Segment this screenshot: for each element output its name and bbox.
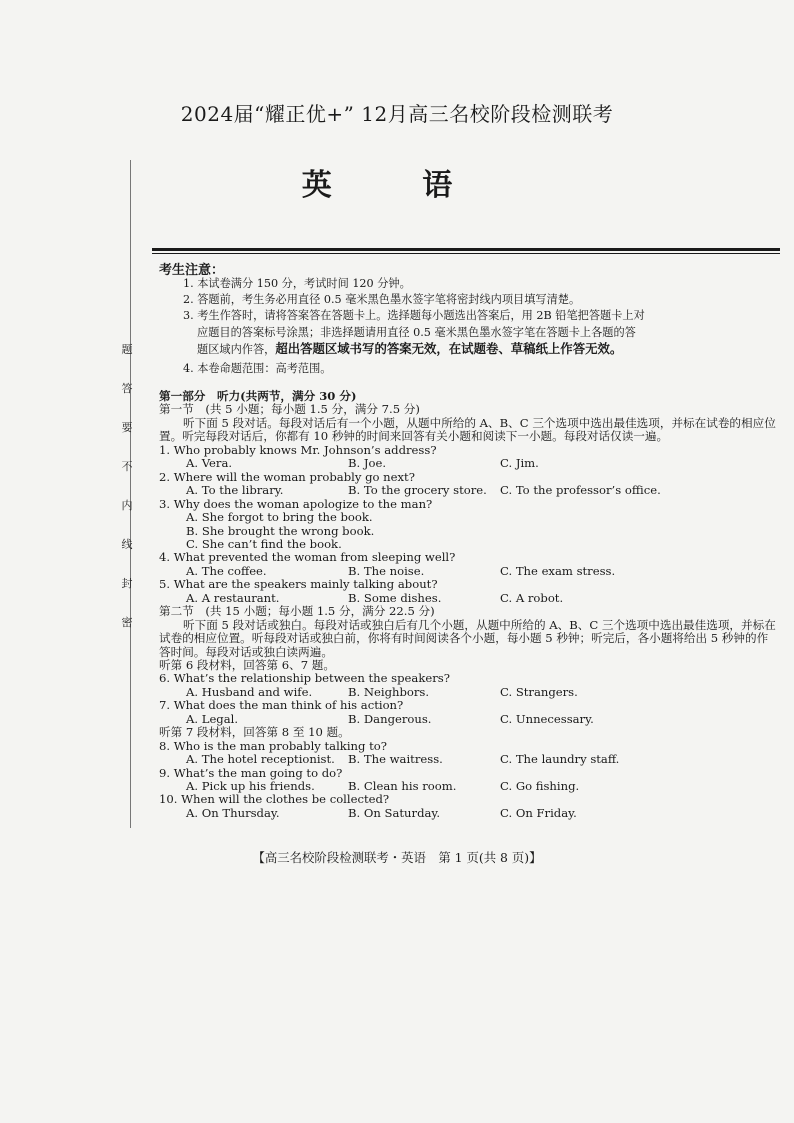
page-footer: 【高三名校阶段检测联考・英语 第 1 页(共 8 页)】 — [252, 850, 542, 865]
option: C. The laundry staff. — [500, 752, 620, 767]
exam-title: 2024届“耀正优+” 12月高三名校阶段检测联考 — [180, 102, 614, 126]
notice-item: 3. 考生作答时，请将答案答在答题卡上。选择题每小题选出答案后，用 2B 铅笔把答题卡上对 — [183, 309, 645, 323]
option: A. To the library. — [186, 483, 284, 498]
notice-item: 应题目的答案标号涂黑；非选择题请用直径 0.5 毫米黑色墨水签字笔在答题卡上各题的答 — [197, 325, 636, 339]
question-stem: 8. Who is the man probably talking to? — [159, 738, 387, 753]
option: C. To the professor’s office. — [500, 483, 661, 498]
question-options — [159, 457, 779, 470]
margin-char: 封 — [121, 577, 133, 590]
listening-part — [159, 390, 779, 820]
question-options — [159, 592, 779, 605]
option: C. A robot. — [500, 590, 564, 605]
section-title: 第一节 (共 5 小题；每小题 1.5 分，满分 7.5 分) — [159, 402, 420, 417]
option: B. Neighbors. — [348, 684, 430, 699]
option: C. She can’t find the book. — [186, 536, 342, 551]
part-title: 第一部分 听力(共两节，满分 30 分) — [159, 389, 357, 403]
option: A. The hotel receptionist. — [186, 752, 335, 767]
notice-emphasis: 超出答题区域书写的答案无效，在试题卷、草稿纸上作答无效。 — [275, 340, 623, 356]
section-instructions: 听下面 5 段对话或独白。每段对话或独白后有几个小题，从题中所给的 A、B、C 三个选项中选出最佳选项，并标在试卷的相应位置。听每段对话或独白前，你将有时间阅读各个小题，每小题 5 秒钟；听完后，各小题将给出 5 秒钟的作答时间。每段对话或独白读两遍。 — [159, 617, 776, 659]
margin-char: 线 — [121, 538, 133, 551]
material-heading: 听第 6 段材料，回答第 6、7 题。 — [159, 658, 335, 672]
question-stem: 5. What are the speakers mainly talking about? — [159, 577, 438, 592]
option: A. A restaurant. — [186, 590, 280, 605]
option: B. Dangerous. — [348, 711, 432, 726]
margin-char: 要 — [121, 421, 133, 434]
margin-char: 内 — [121, 499, 133, 512]
question-options — [159, 780, 779, 793]
option: A. Pick up his friends. — [186, 779, 315, 794]
option: B. She brought the wrong book. — [186, 523, 375, 538]
option: B. Clean his room. — [348, 779, 457, 794]
notice-text: 题区域内作答， — [197, 342, 276, 356]
option: B. The waitress. — [348, 752, 443, 767]
notice-list — [183, 276, 675, 377]
question-stem: 2. Where will the woman probably go next? — [159, 469, 415, 484]
option: A. The coffee. — [186, 563, 267, 578]
margin-char: 不 — [121, 460, 133, 473]
option: A. She forgot to bring the book. — [186, 510, 373, 525]
margin-char: 密 — [121, 616, 133, 629]
option: C. Go fishing. — [500, 779, 580, 794]
margin-char: 答 — [121, 382, 133, 395]
option: C. Strangers. — [500, 684, 578, 699]
question-stem: 3. Why does the woman apologize to the man? — [159, 496, 433, 511]
option: A. Vera. — [186, 456, 233, 471]
binding-margin-text — [117, 330, 137, 642]
header-rule-thin — [152, 253, 780, 254]
option: B. To the grocery store. — [348, 483, 487, 498]
header-rule-thick — [152, 248, 780, 251]
section-title: 第二节 (共 15 小题；每小题 1.5 分，满分 22.5 分) — [159, 604, 435, 619]
question-options — [159, 686, 779, 699]
option: B. On Saturday. — [348, 805, 441, 820]
question-stem: 6. What’s the relationship between the speakers? — [159, 671, 450, 686]
option: C. The exam stress. — [500, 563, 616, 578]
question-stem: 1. Who probably knows Mr. Johnson’s address? — [159, 442, 437, 457]
margin-char: 题 — [121, 343, 133, 356]
option: B. Some dishes. — [348, 590, 442, 605]
question-stem: 7. What does the man think of his action? — [159, 698, 404, 713]
notice-item: 2. 答题前，考生务必用直径 0.5 毫米黑色墨水签字笔将密封线内项目填写清楚。 — [183, 293, 581, 307]
notice-item: 1. 本试卷满分 150 分，考试时间 120 分钟。 — [183, 277, 411, 290]
material-heading: 听第 7 段材料，回答第 8 至 10 题。 — [159, 725, 350, 740]
option: A. Legal. — [186, 711, 239, 726]
question-options — [159, 484, 779, 497]
question-options — [159, 713, 779, 726]
section-instructions: 听下面 5 段对话。每段对话后有一个小题，从题中所给的 A、B、C 三个选项中选出最佳选项，并标在试卷的相应位置。听完每段对话后，你都有 10 秒钟的时间来回答有关小题和阅读下一小题。每段对话仅读一遍。 — [159, 415, 776, 444]
option: A. Husband and wife. — [186, 684, 313, 699]
subject-title: 英 语 — [301, 168, 493, 203]
question-options — [159, 807, 779, 820]
option: B. The noise. — [348, 563, 425, 578]
option: B. Joe. — [348, 456, 387, 471]
question-stem: 9. What’s the man going to do? — [159, 765, 343, 780]
option: C. Jim. — [500, 456, 539, 471]
notice-item — [183, 341, 675, 358]
notice-item: 4. 本卷命题范围：高考范围。 — [183, 362, 332, 376]
question-stem: 10. When will the clothes be collected? — [159, 792, 390, 807]
question-options — [159, 753, 779, 766]
option: C. On Friday. — [500, 805, 577, 820]
option: C. Unnecessary. — [500, 711, 594, 726]
question-options — [159, 565, 779, 578]
notice-title: 考生注意： — [159, 263, 225, 278]
option: A. On Thursday. — [186, 805, 280, 820]
question-stem: 4. What prevented the woman from sleeping well? — [159, 550, 456, 565]
